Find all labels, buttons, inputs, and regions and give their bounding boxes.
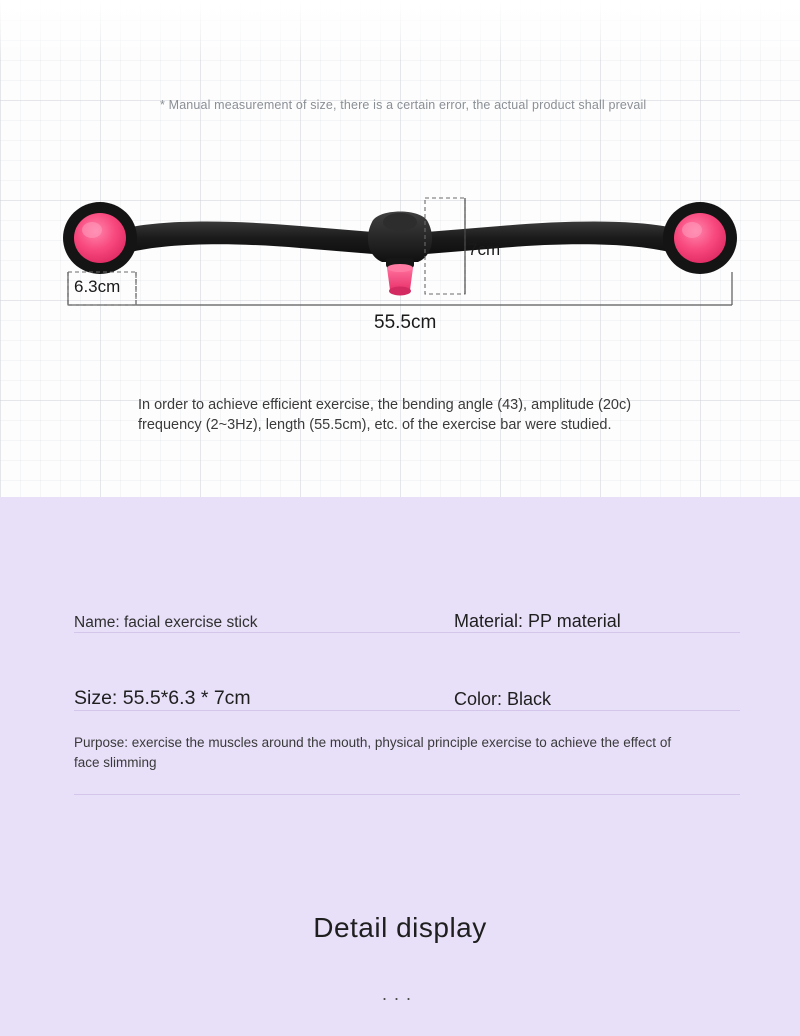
spec-purpose: Purpose: exercise the muscles around the mouth, physical principle exercise to achieve the effect of face slimming bbox=[74, 735, 672, 770]
spec-size: Size: 55.5*6.3 * 7cm bbox=[74, 687, 251, 709]
page-title: Detail display bbox=[313, 912, 487, 943]
specification-table bbox=[74, 585, 740, 795]
spec-name: Name: facial exercise stick bbox=[74, 614, 258, 631]
study-description: In order to achieve efficient exercise, the bending angle (43), amplitude (20c) frequency (2~3Hz), length (55.5cm), etc. of the exercise bar were studied. bbox=[138, 397, 632, 433]
width-dimension-label: 6.3cm bbox=[74, 277, 121, 296]
spec-material: Material: PP material bbox=[454, 611, 621, 631]
measurement-disclaimer: * Manual measurement of size, there is a certain error, the actual product shall prevail bbox=[160, 98, 647, 112]
ellipsis-indicator: ... bbox=[381, 984, 418, 1004]
spec-color: Color: Black bbox=[454, 689, 552, 709]
table-row bbox=[74, 711, 740, 795]
top-fade-overlay bbox=[0, 0, 800, 60]
specification-section bbox=[0, 497, 800, 1036]
measurement-section bbox=[0, 0, 800, 497]
table-row bbox=[74, 633, 740, 711]
table-row bbox=[74, 585, 740, 633]
height-dimension-label: 7cm bbox=[468, 240, 501, 259]
length-dimension-label: 55.5cm bbox=[374, 312, 437, 333]
